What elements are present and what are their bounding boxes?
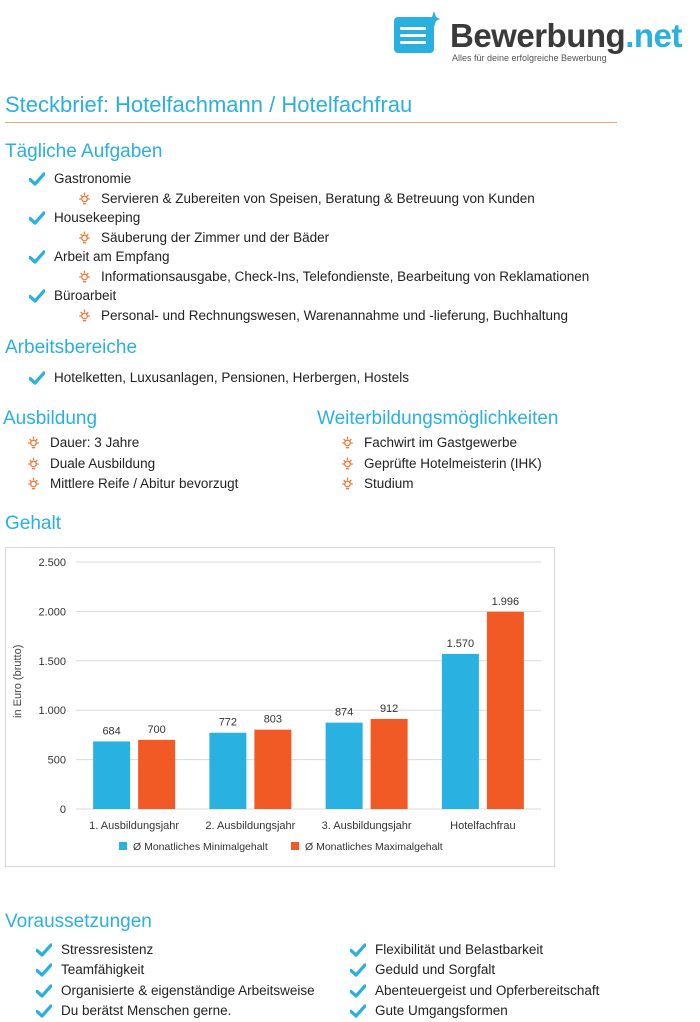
- list-item-text: Duale Ausbildung: [50, 456, 156, 471]
- chart-bar: [138, 740, 175, 809]
- task-detail-text: Servieren & Zubereiten von Speisen, Beratung & Betreuung von Kunden: [101, 191, 535, 206]
- lightbulb-icon: [341, 436, 354, 449]
- lightbulb-icon: [27, 436, 40, 449]
- data-label: 1.996: [491, 595, 520, 608]
- chart-bar: [487, 612, 524, 809]
- check-icon: [36, 984, 52, 998]
- task-detail: [78, 191, 535, 206]
- task-item: [29, 171, 131, 186]
- check-icon: [36, 1004, 52, 1018]
- y-tick-label: 1.500: [38, 655, 66, 668]
- list-item: [341, 456, 542, 471]
- brand-logo: [394, 3, 700, 65]
- y-tick-label: 2.500: [38, 557, 66, 569]
- task-label: Arbeit am Empfang: [54, 249, 170, 264]
- task-label: Gastronomie: [54, 171, 132, 186]
- chart-bar: [371, 719, 408, 809]
- list-item-text: Hotelketten, Luxusanlagen, Pensionen, Herbergen, Hostels: [54, 370, 409, 385]
- data-label: 684: [102, 725, 121, 738]
- list-item: [36, 962, 144, 977]
- lightbulb-icon: [78, 231, 91, 244]
- list-item-text: Flexibilität und Belastbarkeit: [375, 942, 544, 957]
- data-label: 772: [218, 716, 238, 729]
- data-label: 700: [147, 723, 166, 736]
- task-detail-text: Informationsausgabe, Check-Ins, Telefondienste, Bearbeitung von Reklamationen: [101, 269, 590, 284]
- data-label: 912: [379, 702, 399, 715]
- list-item-text: Organisierte & eigenständige Arbeitsweise: [61, 983, 315, 998]
- y-tick-label: 2.000: [38, 606, 66, 619]
- lightbulb-icon: [341, 457, 354, 470]
- list-item-text: Du berätst Menschen gerne.: [61, 1003, 232, 1018]
- lightbulb-icon: [78, 270, 91, 283]
- list-item-text: Stressresistenz: [61, 942, 154, 957]
- x-tick-label: 3. Ausbildungsjahr: [321, 820, 412, 832]
- chart-bar: [442, 654, 479, 809]
- chart-y-axis-title: in Euro (brutto): [12, 644, 24, 718]
- check-icon: [29, 371, 45, 385]
- data-label: 803: [263, 713, 283, 726]
- lightbulb-icon: [27, 457, 40, 470]
- list-item-text: Teamfähigkeit: [61, 962, 145, 977]
- list-item-text: Dauer: 3 Jahre: [50, 435, 140, 450]
- x-tick-label: 1. Ausbildungsjahr: [89, 820, 180, 832]
- check-icon: [36, 963, 52, 977]
- task-label: Büroarbeit: [54, 288, 117, 303]
- lightbulb-icon: [27, 477, 40, 490]
- y-tick-label: 1.000: [38, 705, 66, 718]
- list-item: [341, 435, 517, 450]
- list-item-text: Studium: [364, 476, 414, 491]
- check-icon: [29, 289, 45, 303]
- check-icon: [29, 211, 45, 225]
- list-item-text: Mittlere Reife / Abitur bevorzugt: [50, 476, 239, 491]
- check-icon: [350, 963, 366, 977]
- legend-swatch: [119, 842, 127, 850]
- list-item: [350, 1003, 508, 1018]
- chart-bar: [93, 741, 130, 809]
- task-detail-text: Personal- und Rechnungswesen, Warenannahme und -lieferung, Buchhaltung: [101, 308, 569, 323]
- list-item: [350, 942, 543, 957]
- data-label: 1.570: [446, 637, 475, 650]
- list-item-text: Geprüfte Hotelmeisterin (IHK): [364, 456, 542, 471]
- task-item: [29, 210, 140, 225]
- heading-taegliche-aufgaben: Tägliche Aufgaben: [5, 141, 163, 162]
- list-item: [36, 1003, 231, 1018]
- task-detail: [78, 308, 568, 323]
- title-divider: [5, 122, 617, 123]
- list-item: [350, 962, 495, 977]
- task-detail: [78, 269, 589, 284]
- list-item: [27, 435, 139, 450]
- list-item-text: Fachwirt im Gastgewerbe: [364, 435, 518, 450]
- y-tick-label: 500: [47, 754, 66, 767]
- x-tick-label: Hotelfachfrau: [450, 820, 516, 832]
- page-title: Steckbrief: Hotelfachmann / Hotelfachfrau: [5, 92, 413, 117]
- lightbulb-icon: [78, 192, 91, 205]
- list-item: [350, 983, 599, 998]
- task-detail: [78, 230, 329, 245]
- list-item: [27, 456, 155, 471]
- document-sparkle-icon: [394, 11, 440, 55]
- chart-bar: [209, 733, 246, 809]
- list-item-text: Abenteuergeist und Opferbereitschaft: [375, 983, 600, 998]
- brand-name: Bewerbung.net: [450, 17, 682, 54]
- check-icon: [350, 1004, 366, 1018]
- task-label: Housekeeping: [54, 210, 141, 225]
- check-icon: [29, 250, 45, 264]
- lightbulb-icon: [78, 309, 91, 322]
- heading-voraussetzungen: Voraussetzungen: [5, 911, 152, 932]
- check-icon: [29, 172, 45, 186]
- legend-entry: Ø Monatliches Minimalgehalt: [133, 841, 268, 853]
- check-icon: [350, 943, 366, 957]
- task-item: [29, 288, 116, 303]
- x-tick-label: 2. Ausbildungsjahr: [205, 820, 296, 832]
- legend-swatch: [291, 842, 299, 850]
- list-item: [27, 476, 238, 491]
- salary-chart: [5, 547, 555, 867]
- check-icon: [350, 984, 366, 998]
- y-tick-label: 0: [59, 804, 66, 816]
- task-item: [29, 249, 170, 264]
- list-item-text: Geduld und Sorgfalt: [375, 962, 496, 977]
- salary-chart-svg: [6, 548, 556, 868]
- heading-ausbildung: Ausbildung: [3, 408, 98, 429]
- task-detail-text: Säuberung der Zimmer und der Bäder: [101, 230, 330, 245]
- chart-bar: [326, 723, 363, 809]
- list-item: [36, 942, 153, 957]
- chart-bar: [254, 730, 291, 809]
- heading-weiterbildung: Weiterbildungsmöglichkeiten: [317, 408, 559, 429]
- list-item: [36, 983, 315, 998]
- check-icon: [36, 943, 52, 957]
- brand-tagline: Alles für deine erfolgreiche Bewerbung: [452, 53, 607, 63]
- heading-gehalt: Gehalt: [5, 513, 61, 534]
- list-item: [29, 370, 409, 385]
- list-item: [341, 476, 414, 491]
- data-label: 874: [334, 706, 354, 719]
- lightbulb-icon: [341, 477, 354, 490]
- legend-entry: Ø Monatliches Maximalgehalt: [305, 841, 443, 853]
- heading-arbeitsbereiche: Arbeitsbereiche: [5, 337, 138, 358]
- list-item-text: Gute Umgangsformen: [375, 1003, 508, 1018]
